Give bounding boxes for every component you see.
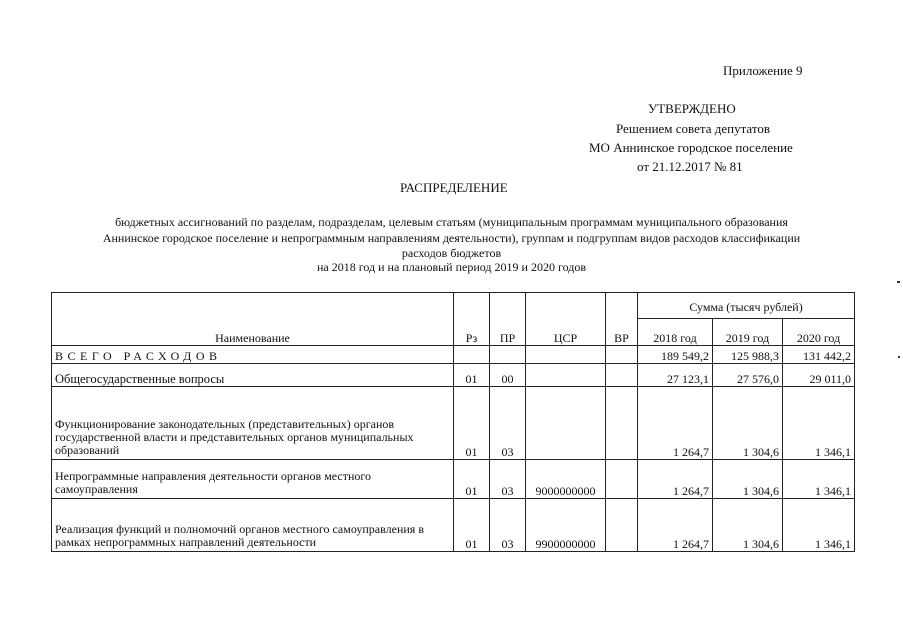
- appendix-label: Приложение 9: [723, 63, 803, 78]
- row-2018: 1 264,7: [638, 460, 713, 499]
- row-rz: [454, 346, 490, 364]
- col-header-2020: 2020 год: [783, 319, 855, 346]
- row-rz: 01: [454, 499, 490, 552]
- row-csr: [526, 387, 606, 460]
- row-2018: 1 264,7: [638, 387, 713, 460]
- row-name: Реализация функций и полномочий органов местного самоуправления в рамках непрограммных направлений деятельности: [52, 499, 454, 552]
- col-header-2019: 2019 год: [713, 319, 783, 346]
- col-header-sum-group: Сумма (тысяч рублей): [638, 293, 855, 319]
- row-pr: 03: [490, 387, 526, 460]
- row-name: ВСЕГО РАСХОДОВ: [52, 346, 454, 364]
- row-2019: 1 304,6: [713, 387, 783, 460]
- row-csr: 9000000000: [526, 460, 606, 499]
- row-rz: 01: [454, 364, 490, 387]
- row-2019: 125 988,3: [713, 346, 783, 364]
- row-rz: 01: [454, 387, 490, 460]
- table-row: [52, 346, 855, 364]
- decision-line: Решением совета депутатов: [616, 121, 770, 136]
- budget-table: [51, 292, 855, 552]
- table-row: [52, 364, 855, 387]
- row-pr: 03: [490, 460, 526, 499]
- title-line-1: бюджетных ассигнований по разделам, подразделам, целевым статьям (муниципальным программам муниципального образования: [115, 215, 788, 229]
- col-header-csr: ЦСР: [526, 293, 606, 346]
- row-csr: 9900000000: [526, 499, 606, 552]
- row-vr: [606, 387, 638, 460]
- row-2020: 1 346,1: [783, 499, 855, 552]
- row-2019: 1 304,6: [713, 460, 783, 499]
- row-rz: 01: [454, 460, 490, 499]
- row-name: Общегосударственные вопросы: [52, 364, 454, 387]
- scan-mark: [898, 356, 900, 358]
- scan-mark: [897, 281, 900, 283]
- row-2018: 1 264,7: [638, 499, 713, 552]
- document-heading: РАСПРЕДЕЛЕНИЕ: [400, 180, 508, 195]
- col-header-pr: ПР: [490, 293, 526, 346]
- row-2018: 189 549,2: [638, 346, 713, 364]
- row-name: Непрограммные направления деятельности органов местного самоуправления: [52, 460, 454, 499]
- approved-label: УТВЕРЖДЕНО: [648, 101, 736, 116]
- date-line: от 21.12.2017 № 81: [637, 159, 743, 174]
- row-2020: 29 011,0: [783, 364, 855, 387]
- col-header-2018: 2018 год: [638, 319, 713, 346]
- title-line-2: Аннинское городское поселение и непрограммным направлениям деятельности), группам и подгруппам видов расходов классификации: [102, 231, 801, 245]
- row-vr: [606, 346, 638, 364]
- row-2018: 27 123,1: [638, 364, 713, 387]
- row-csr: [526, 346, 606, 364]
- title-line-4: на 2018 год и на плановый период 2019 и 2020 годов: [316, 260, 586, 274]
- row-2020: 131 442,2: [783, 346, 855, 364]
- row-2019: 27 576,0: [713, 364, 783, 387]
- row-vr: [606, 499, 638, 552]
- table-row: [52, 460, 855, 499]
- row-pr: [490, 346, 526, 364]
- row-2020: 1 346,1: [783, 460, 855, 499]
- col-header-rz: Рз: [454, 293, 490, 346]
- row-csr: [526, 364, 606, 387]
- table-row: [52, 387, 855, 460]
- table-row: [52, 499, 855, 552]
- row-vr: [606, 364, 638, 387]
- municipality-line: МО Аннинское городское поселение: [589, 140, 793, 155]
- row-2020: 1 346,1: [783, 387, 855, 460]
- col-header-name: Наименование: [52, 293, 454, 346]
- header-row-top: [52, 293, 855, 319]
- row-2019: 1 304,6: [713, 499, 783, 552]
- row-pr: 03: [490, 499, 526, 552]
- col-header-vr: ВР: [606, 293, 638, 346]
- row-name: Функционирование законодательных (представительных) органов государственной власти и представительных органов муниципальных образований: [52, 387, 454, 460]
- row-pr: 00: [490, 364, 526, 387]
- row-vr: [606, 460, 638, 499]
- title-line-3: расходов бюджетов: [401, 246, 502, 260]
